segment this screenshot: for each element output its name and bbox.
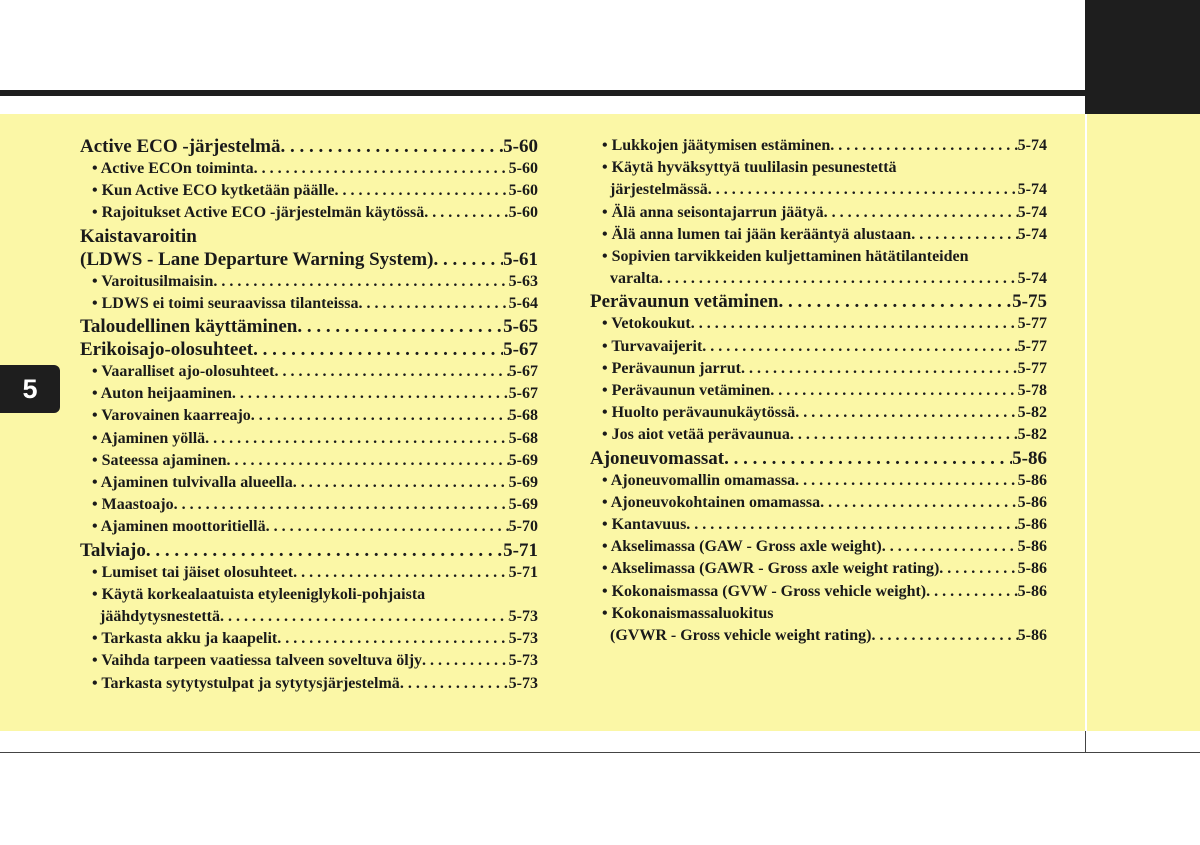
toc-page-number[interactable]: 5-75	[1012, 291, 1047, 313]
toc-page-number[interactable]: 5-71	[503, 539, 538, 561]
toc-subsection-entry[interactable]	[80, 606, 538, 628]
toc-page-number[interactable]: 5-67	[503, 339, 538, 361]
toc-subsection-entry[interactable]	[80, 361, 538, 383]
toc-entry-title: • Kokonaismassaluokitus	[602, 604, 774, 622]
toc-page-number[interactable]: 5-78	[1017, 382, 1047, 400]
toc-subsection-entry	[590, 603, 1047, 625]
toc-entry-title: • Perävaunun vetäminen	[602, 382, 771, 400]
toc-entry-title: (GVWR - Gross vehicle weight rating)	[602, 627, 872, 645]
corner-block	[1085, 0, 1200, 114]
toc-entry-title: • Akselimassa (GAW - Gross axle weight)	[602, 538, 882, 556]
toc-subsection-entry[interactable]	[80, 293, 538, 315]
toc-page-number[interactable]: 5-74	[1017, 181, 1047, 199]
dot-leader	[359, 293, 509, 315]
dot-leader	[790, 424, 1018, 446]
toc-subsection-entry[interactable]	[80, 450, 538, 472]
toc-subsection-entry[interactable]	[590, 470, 1047, 492]
toc-page-number[interactable]: 5-86	[1017, 516, 1047, 534]
header-rule	[0, 90, 1085, 96]
dot-leader	[820, 492, 1018, 514]
toc-page-number[interactable]: 5-82	[1017, 426, 1047, 444]
dot-leader	[226, 450, 508, 472]
side-strip	[1087, 114, 1200, 731]
toc-entry-title: Talviajo	[80, 539, 146, 561]
toc-subsection-entry[interactable]	[590, 514, 1047, 536]
toc-subsection-entry[interactable]	[80, 405, 538, 427]
toc-right-column	[590, 135, 1047, 647]
toc-section-entry[interactable]	[80, 539, 538, 562]
toc-page-number[interactable]: 5-68	[508, 407, 538, 425]
toc-subsection-entry[interactable]	[590, 492, 1047, 514]
toc-entry-title: Perävaunun vetäminen	[590, 291, 779, 313]
toc-entry-title: • Auton heijaaminen	[92, 385, 232, 403]
toc-entry-title: jäähdytysnestettä	[92, 608, 220, 626]
toc-page-number[interactable]: 5-61	[503, 248, 538, 270]
toc-page-number[interactable]: 5-86	[1017, 627, 1047, 645]
toc-subsection-entry[interactable]	[590, 224, 1047, 246]
toc-subsection-entry[interactable]	[590, 536, 1047, 558]
toc-subsection-entry[interactable]	[590, 179, 1047, 201]
toc-entry-title: järjestelmässä	[602, 181, 708, 199]
toc-section-entry[interactable]	[80, 338, 538, 361]
toc-subsection-entry[interactable]	[590, 581, 1047, 603]
dot-leader	[400, 673, 509, 695]
toc-section-entry	[80, 225, 538, 248]
toc-subsection-entry[interactable]	[80, 628, 538, 650]
toc-section-entry[interactable]	[80, 135, 538, 158]
toc-entry-title: Active ECO -järjestelmä	[80, 136, 281, 157]
dot-leader	[293, 472, 509, 494]
toc-page-number[interactable]: 5-82	[1017, 404, 1047, 422]
toc-page-number[interactable]: 5-70	[508, 518, 538, 536]
dot-leader	[280, 135, 503, 158]
toc-entry-title: • Käytä korkealaatuista etyleeniglykoli-pohjaista	[92, 585, 426, 603]
toc-page-number[interactable]: 5-69	[508, 474, 538, 492]
footer-divider	[1085, 731, 1086, 753]
dot-leader	[274, 361, 508, 383]
toc-entry-title: • Lukkojen jäätymisen estäminen	[602, 137, 831, 154]
dot-leader	[778, 290, 1012, 313]
toc-subsection-entry[interactable]	[80, 494, 538, 516]
dot-leader	[702, 336, 1017, 358]
toc-section-entry[interactable]	[590, 447, 1047, 470]
toc-subsection-entry[interactable]	[590, 336, 1047, 358]
toc-subsection-entry[interactable]	[590, 424, 1047, 446]
toc-subsection-entry[interactable]	[80, 158, 538, 180]
toc-subsection-entry[interactable]	[80, 650, 538, 672]
toc-entry-title: • Akselimassa (GAWR - Gross axle weight rating)	[602, 560, 940, 578]
toc-entry-title: • Maastoajo	[92, 496, 174, 514]
toc-entry-title: (LDWS - Lane Departure Warning System)	[80, 248, 434, 270]
toc-page-number[interactable]: 5-73	[508, 652, 538, 670]
dot-leader	[708, 179, 1018, 201]
toc-section-entry[interactable]	[80, 248, 538, 271]
toc-entry-title: • Kokonaismassa (GVW - Gross vehicle weight)	[602, 582, 927, 600]
toc-page-number[interactable]: 5-77	[1017, 315, 1047, 333]
toc-entry-title: • Sateessa ajaminen	[92, 451, 227, 469]
dot-leader	[686, 514, 1017, 536]
toc-page-number[interactable]: 5-86	[1017, 582, 1047, 600]
toc-subsection-entry[interactable]	[590, 268, 1047, 290]
dot-leader	[939, 558, 1017, 580]
toc-entry-title: • Sopivien tarvikkeiden kuljettaminen hätätilanteiden	[602, 248, 969, 266]
toc-entry-title: Kaistavaroitin	[80, 225, 197, 247]
toc-page-number[interactable]: 5-73	[508, 630, 538, 648]
toc-entry-title: • Ajaminen tulvivalla alueella	[92, 474, 293, 492]
toc-subsection-entry[interactable]	[590, 625, 1047, 647]
toc-subsection-entry	[590, 157, 1047, 179]
toc-subsection-entry[interactable]	[590, 202, 1047, 224]
dot-leader	[146, 539, 503, 562]
dot-leader	[205, 428, 509, 450]
toc-subsection-entry[interactable]	[80, 673, 538, 695]
toc-subsection-entry[interactable]	[80, 383, 538, 405]
toc-page-number[interactable]: 5-69	[508, 496, 538, 514]
toc-entry-title: • Vaaralliset ajo-olosuhteet	[92, 363, 275, 381]
dot-leader	[795, 402, 1017, 424]
toc-page-number[interactable]: 5-64	[508, 294, 538, 312]
toc-page-number[interactable]: 5-65	[503, 316, 538, 338]
toc-page-number[interactable]: 5-86	[1017, 471, 1047, 489]
toc-page-number[interactable]: 5-74	[1017, 203, 1047, 221]
toc-page-number[interactable]: 5-77	[1017, 337, 1047, 355]
toc-subsection-entry[interactable]	[590, 380, 1047, 402]
toc-entry-title: • Käytä hyväksyttyä tuulilasin pesunestettä	[602, 159, 897, 177]
chapter-tab[interactable]: 5	[0, 365, 60, 413]
dot-leader	[254, 158, 509, 180]
toc-entry-title: • Perävaunun jarrut	[602, 359, 741, 377]
toc-page-number[interactable]: 5-60	[503, 136, 538, 157]
toc-subsection-entry[interactable]	[80, 472, 538, 494]
toc-page-number[interactable]: 5-63	[508, 272, 538, 290]
toc-left-column	[80, 135, 538, 695]
dot-leader	[253, 338, 503, 361]
toc-page-number[interactable]: 5-60	[508, 182, 538, 200]
toc-entry-title: • Ajoneuvomallin omamassa	[602, 471, 796, 489]
dot-leader	[830, 135, 1017, 157]
toc-page-number[interactable]: 5-60	[508, 204, 538, 222]
toc-page-number[interactable]: 5-71	[508, 563, 538, 581]
toc-subsection-entry	[80, 584, 538, 606]
dot-leader	[659, 268, 1018, 290]
dot-leader	[741, 358, 1018, 380]
toc-page-number[interactable]: 5-77	[1017, 359, 1047, 377]
toc-subsection-entry[interactable]	[590, 358, 1047, 380]
toc-subsection-entry	[590, 246, 1047, 268]
toc-page-number[interactable]: 5-69	[508, 451, 538, 469]
footer-rule	[0, 752, 1200, 753]
dot-leader	[926, 581, 1018, 603]
dot-leader	[297, 315, 503, 338]
toc-subsection-entry[interactable]	[80, 428, 538, 450]
dot-leader	[824, 202, 1018, 224]
toc-entry-title: • Varovainen kaarreajo	[92, 407, 251, 425]
toc-entry-title: • Turvavaijerit	[602, 337, 703, 355]
toc-subsection-entry[interactable]	[590, 558, 1047, 580]
dot-leader	[422, 650, 509, 672]
dot-leader	[277, 628, 508, 650]
toc-page-number[interactable]: 5-74	[1017, 225, 1047, 243]
toc-entry-title: • Jos aiot vetää perävaunua	[602, 426, 790, 444]
toc-entry-title: • Tarkasta sytytystulpat ja sytytysjärjestelmä	[92, 674, 400, 692]
toc-entry-title: • LDWS ei toimi seuraavissa tilanteissa	[92, 294, 359, 312]
dot-leader	[882, 536, 1018, 558]
toc-entry-title: • Active ECOn toiminta	[92, 160, 254, 177]
dot-leader	[724, 447, 1012, 470]
toc-page-number[interactable]: 5-60	[508, 160, 538, 177]
toc-page-number[interactable]: 5-73	[508, 674, 538, 692]
toc-subsection-entry[interactable]	[80, 202, 538, 224]
dot-leader	[691, 313, 1018, 335]
dot-leader	[213, 271, 508, 293]
toc-entry-title: • Rajoitukset Active ECO -järjestelmän käytössä	[92, 204, 425, 222]
dot-leader	[424, 202, 508, 224]
toc-page-number[interactable]: 5-74	[1017, 270, 1047, 288]
dot-leader	[232, 383, 509, 405]
toc-entry-title: • Tarkasta akku ja kaapelit	[92, 630, 278, 648]
toc-section-entry[interactable]	[590, 290, 1047, 313]
dot-leader	[266, 516, 509, 538]
toc-entry-title: • Kun Active ECO kytketään päälle	[92, 182, 335, 200]
toc-subsection-entry[interactable]	[590, 313, 1047, 335]
toc-page-number[interactable]: 5-68	[508, 429, 538, 447]
dot-leader	[433, 248, 503, 271]
toc-page-number[interactable]: 5-74	[1017, 137, 1047, 154]
dot-leader	[335, 180, 509, 202]
toc-entry-title: varalta	[602, 270, 659, 288]
toc-entry-title: • Ajaminen moottoritiellä	[92, 518, 266, 536]
dot-leader	[174, 494, 509, 516]
toc-entry-title: Erikoisajo-olosuhteet	[80, 339, 254, 361]
toc-page-number[interactable]: 5-67	[508, 363, 538, 381]
toc-entry-title: • Vaihda tarpeen vaatiessa talveen soveltuva öljy	[92, 652, 423, 670]
toc-entry-title: Taloudellinen käyttäminen	[80, 316, 298, 338]
dot-leader	[220, 606, 509, 628]
toc-subsection-entry[interactable]	[80, 516, 538, 538]
toc-entry-title: • Älä anna lumen tai jään kerääntyä alustaan	[602, 225, 912, 243]
toc-subsection-entry[interactable]	[590, 135, 1047, 157]
dot-leader	[871, 625, 1017, 647]
toc-entry-title: • Varoitusilmaisin	[92, 272, 214, 290]
toc-entry-title: • Älä anna seisontajarrun jäätyä	[602, 203, 824, 221]
toc-page-number[interactable]: 5-86	[1017, 560, 1047, 578]
dot-leader	[251, 405, 509, 427]
toc-entry-title: • Kantavuus	[602, 516, 687, 534]
toc-page-number[interactable]: 5-86	[1012, 447, 1047, 469]
toc-page-number[interactable]: 5-67	[508, 385, 538, 403]
toc-subsection-entry[interactable]	[80, 562, 538, 584]
toc-section-entry[interactable]	[80, 315, 538, 338]
toc-entry-title: • Vetokoukut	[602, 315, 691, 333]
dot-leader	[795, 470, 1018, 492]
dot-leader	[293, 562, 509, 584]
toc-page-number[interactable]: 5-86	[1017, 538, 1047, 556]
toc-subsection-entry[interactable]	[80, 271, 538, 293]
toc-subsection-entry[interactable]	[590, 402, 1047, 424]
toc-entry-title: • Ajaminen yöllä	[92, 429, 206, 447]
toc-entry-title: • Lumiset tai jäiset olosuhteet	[92, 563, 294, 581]
toc-entry-title: • Ajoneuvokohtainen omamassa	[602, 493, 821, 511]
toc-page-number[interactable]: 5-86	[1017, 493, 1047, 511]
toc-page-number[interactable]: 5-73	[508, 608, 538, 626]
dot-leader	[911, 224, 1017, 246]
toc-subsection-entry[interactable]	[80, 180, 538, 202]
dot-leader	[770, 380, 1017, 402]
toc-entry-title: Ajoneuvomassat	[590, 447, 725, 469]
toc-entry-title: • Huolto perävaunukäytössä	[602, 404, 796, 422]
